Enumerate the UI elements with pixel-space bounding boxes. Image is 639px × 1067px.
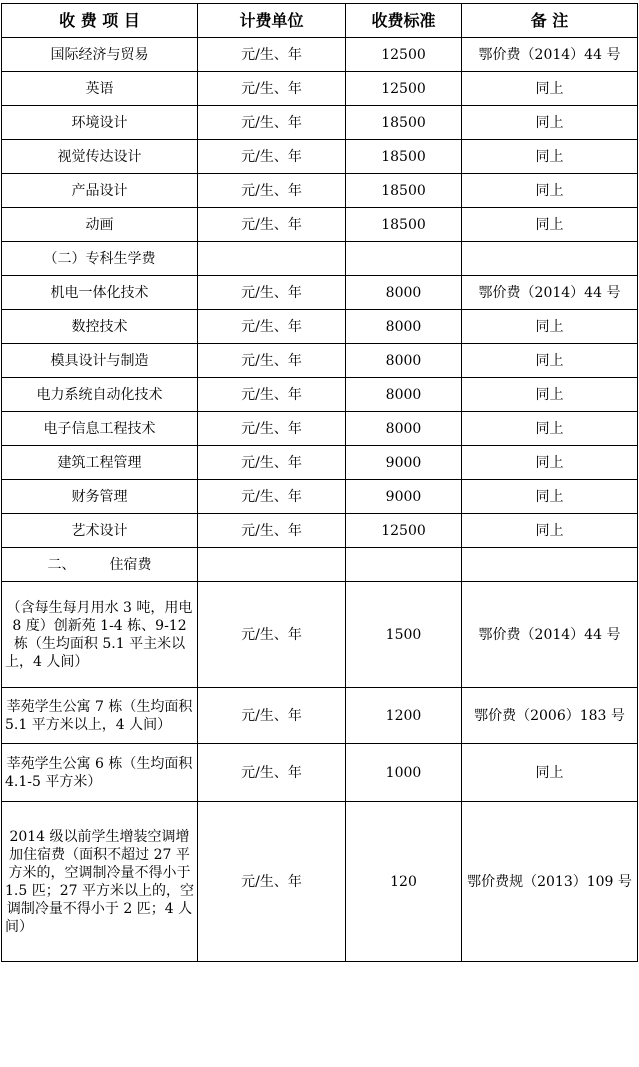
empty-cell bbox=[462, 242, 638, 276]
unit-cell: 元/生、年 bbox=[198, 344, 346, 378]
item-cell: 英语 bbox=[2, 72, 198, 106]
note-cell: 同上 bbox=[462, 344, 638, 378]
note-cell: 同上 bbox=[462, 744, 638, 802]
table-row bbox=[2, 276, 638, 310]
table-row bbox=[2, 106, 638, 140]
table-row bbox=[2, 344, 638, 378]
item-cell: 2014 级以前学生增装空调增加住宿费（面积不超过 27 平方米的，空调制冷量不得小于 1.5 匹；27 平方米以上的，空调制冷量不得小于 2 匹；4 人间） bbox=[2, 802, 198, 962]
item-cell: 莘苑学生公寓 7 栋（生均面积 5.1 平方米以上，4 人间） bbox=[2, 688, 198, 744]
unit-cell: 元/生、年 bbox=[198, 276, 346, 310]
unit-cell: 元/生、年 bbox=[198, 514, 346, 548]
standard-cell: 9000 bbox=[346, 480, 462, 514]
header-unit: 计费单位 bbox=[198, 4, 346, 38]
item-cell: 数控技术 bbox=[2, 310, 198, 344]
empty-cell bbox=[462, 548, 638, 582]
table-row bbox=[2, 72, 638, 106]
header-standard: 收费标准 bbox=[346, 4, 462, 38]
section-number: 二、 bbox=[47, 556, 76, 573]
table-row bbox=[2, 140, 638, 174]
note-cell: 同上 bbox=[462, 310, 638, 344]
standard-cell: 12500 bbox=[346, 72, 462, 106]
unit-cell: 元/生、年 bbox=[198, 744, 346, 802]
unit-cell: 元/生、年 bbox=[198, 174, 346, 208]
table-row bbox=[2, 480, 638, 514]
unit-cell: 元/生、年 bbox=[198, 140, 346, 174]
table-row bbox=[2, 174, 638, 208]
table-row bbox=[2, 688, 638, 744]
standard-cell: 12500 bbox=[346, 38, 462, 72]
item-cell: 动画 bbox=[2, 208, 198, 242]
section-row bbox=[2, 548, 638, 582]
note-cell: 鄂价费（2014）44 号 bbox=[462, 38, 638, 72]
unit-cell: 元/生、年 bbox=[198, 38, 346, 72]
standard-cell: 8000 bbox=[346, 310, 462, 344]
header-row bbox=[2, 4, 638, 38]
note-cell: 同上 bbox=[462, 106, 638, 140]
standard-cell: 8000 bbox=[346, 344, 462, 378]
standard-cell: 18500 bbox=[346, 106, 462, 140]
unit-cell: 元/生、年 bbox=[198, 688, 346, 744]
table-row bbox=[2, 446, 638, 480]
unit-cell: 元/生、年 bbox=[198, 582, 346, 688]
empty-cell bbox=[346, 548, 462, 582]
item-cell: 机电一体化技术 bbox=[2, 276, 198, 310]
empty-cell bbox=[198, 242, 346, 276]
note-cell: 同上 bbox=[462, 514, 638, 548]
table-row bbox=[2, 582, 638, 688]
item-cell: 国际经济与贸易 bbox=[2, 38, 198, 72]
empty-cell bbox=[198, 548, 346, 582]
standard-cell: 12500 bbox=[346, 514, 462, 548]
header-item: 收 费 项 目 bbox=[2, 4, 198, 38]
standard-cell: 1200 bbox=[346, 688, 462, 744]
item-cell: 模具设计与制造 bbox=[2, 344, 198, 378]
note-cell: 同上 bbox=[462, 412, 638, 446]
table-row bbox=[2, 310, 638, 344]
item-cell: 电力系统自动化技术 bbox=[2, 378, 198, 412]
standard-cell: 9000 bbox=[346, 446, 462, 480]
item-cell: （含每生每月用水 3 吨，用电 8 度）创新苑 1-4 栋、9-12 栋（生均面积 5.1 平主米以上，4 人间） bbox=[2, 582, 198, 688]
note-cell: 同上 bbox=[462, 72, 638, 106]
note-cell: 同上 bbox=[462, 378, 638, 412]
item-cell: 电子信息工程技术 bbox=[2, 412, 198, 446]
unit-cell: 元/生、年 bbox=[198, 412, 346, 446]
section-title-dorm bbox=[2, 548, 198, 582]
item-cell: 建筑工程管理 bbox=[2, 446, 198, 480]
unit-cell: 元/生、年 bbox=[198, 106, 346, 140]
section-row bbox=[2, 242, 638, 276]
section-title-text: 住宿费 bbox=[109, 556, 152, 573]
note-cell: 鄂价费（2014）44 号 bbox=[462, 582, 638, 688]
standard-cell: 1500 bbox=[346, 582, 462, 688]
standard-cell: 8000 bbox=[346, 378, 462, 412]
item-cell: 艺术设计 bbox=[2, 514, 198, 548]
note-cell: 同上 bbox=[462, 446, 638, 480]
note-cell: 鄂价费（2006）183 号 bbox=[462, 688, 638, 744]
item-cell: 环境设计 bbox=[2, 106, 198, 140]
item-cell: 视觉传达设计 bbox=[2, 140, 198, 174]
unit-cell: 元/生、年 bbox=[198, 446, 346, 480]
note-cell: 鄂价费（2014）44 号 bbox=[462, 276, 638, 310]
section-title-college: （二）专科生学费 bbox=[2, 242, 198, 276]
standard-cell: 18500 bbox=[346, 208, 462, 242]
note-cell: 同上 bbox=[462, 208, 638, 242]
standard-cell: 8000 bbox=[346, 412, 462, 446]
unit-cell: 元/生、年 bbox=[198, 310, 346, 344]
fee-table bbox=[1, 3, 638, 962]
standard-cell: 120 bbox=[346, 802, 462, 962]
header-note: 备 注 bbox=[462, 4, 638, 38]
unit-cell: 元/生、年 bbox=[198, 208, 346, 242]
table-row bbox=[2, 208, 638, 242]
standard-cell: 18500 bbox=[346, 174, 462, 208]
empty-cell bbox=[346, 242, 462, 276]
standard-cell: 8000 bbox=[346, 276, 462, 310]
table-row bbox=[2, 38, 638, 72]
note-cell: 同上 bbox=[462, 174, 638, 208]
unit-cell: 元/生、年 bbox=[198, 480, 346, 514]
note-cell: 同上 bbox=[462, 480, 638, 514]
item-cell: 产品设计 bbox=[2, 174, 198, 208]
table-row bbox=[2, 378, 638, 412]
standard-cell: 18500 bbox=[346, 140, 462, 174]
unit-cell: 元/生、年 bbox=[198, 802, 346, 962]
note-cell: 同上 bbox=[462, 140, 638, 174]
unit-cell: 元/生、年 bbox=[198, 72, 346, 106]
item-cell: 莘苑学生公寓 6 栋（生均面积 4.1-5 平方米） bbox=[2, 744, 198, 802]
table-row bbox=[2, 802, 638, 962]
table-row bbox=[2, 514, 638, 548]
item-cell: 财务管理 bbox=[2, 480, 198, 514]
unit-cell: 元/生、年 bbox=[198, 378, 346, 412]
table-row bbox=[2, 412, 638, 446]
standard-cell: 1000 bbox=[346, 744, 462, 802]
note-cell: 鄂价费规（2013）109 号 bbox=[462, 802, 638, 962]
table-row bbox=[2, 744, 638, 802]
